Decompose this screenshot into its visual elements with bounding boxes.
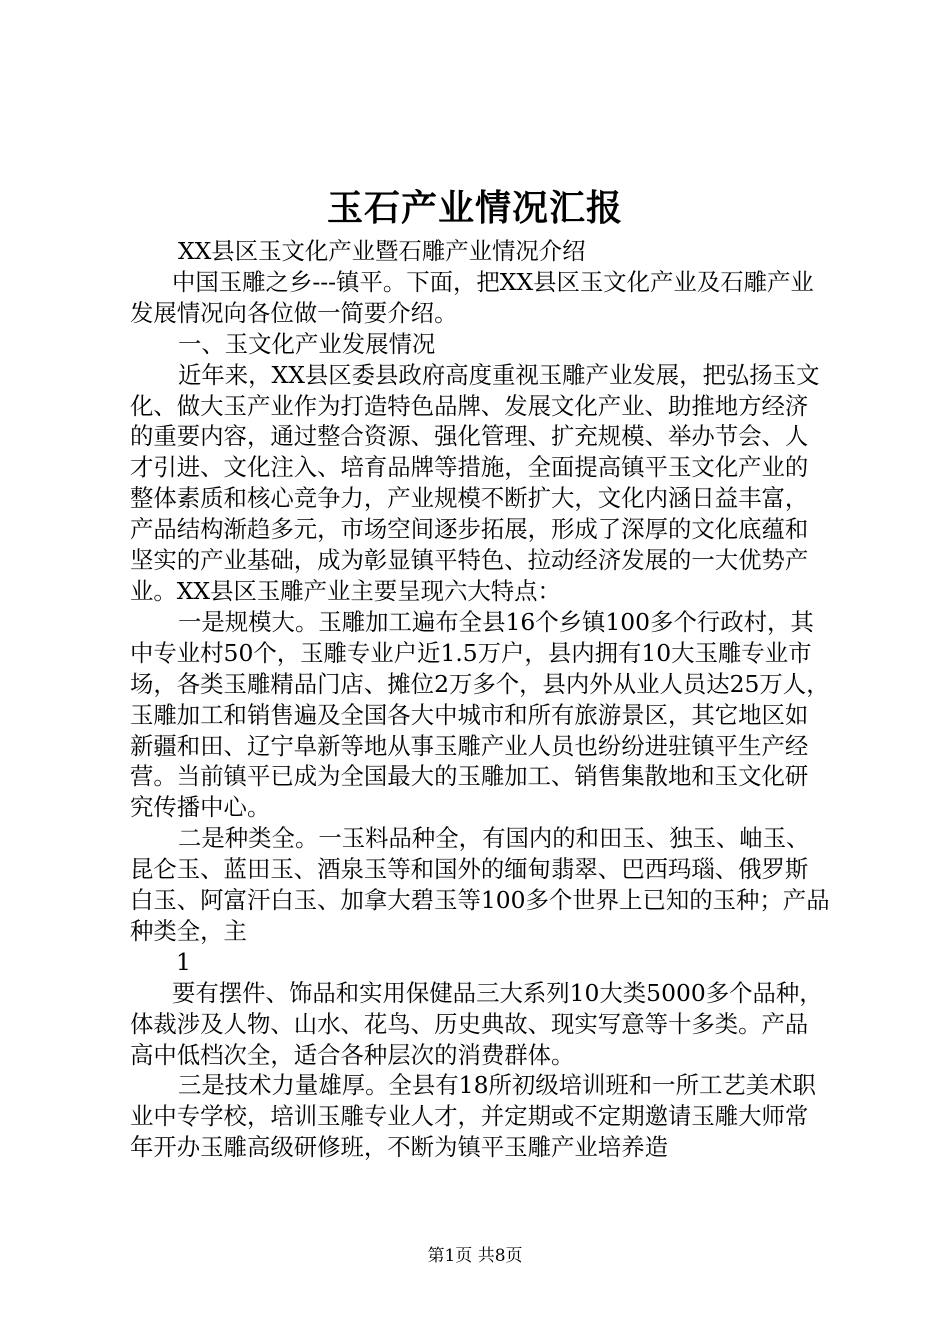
document-body (130, 236, 830, 1163)
subtitle-paragraph: XX县区玉文化产业暨石雕产业情况介绍 (178, 237, 586, 265)
page-footer: 第1页 共8页 (427, 1246, 523, 1266)
overview-paragraph: 近年来，XX县区委县政府高度重视玉雕产业发展，把弘扬玉文化、做大玉产业作为打造特色品牌、发展文化产业、助推地方经济的重要内容，通过整合资源、强化管理、扩充规模、举办节会、人才引进、文化注入、培育品牌等措施，全面提高镇平玉文化产业的整体素质和核心竞争力，产业规模不断扩大，文化内涵日益丰富，产品结构渐趋多元，市场空间逐步拓展，形成了深厚的文化底蕴和坚实的产业基础，成为彰显镇平特色、拉动经济发展的一大优势产业。XX县区玉雕产业主要呈现六大特点： (130, 360, 820, 605)
intro-paragraph: 中国玉雕之乡---镇平。下面，把XX县区玉文化产业及石雕产业发展情况向各位做一简要介绍。 (130, 267, 814, 327)
variety-paragraph: 二是种类全。一玉料品种全，有国内的和田玉、独玉、岫玉、昆仑玉、蓝田玉、酒泉玉等和国外的缅甸翡翠、巴西玛瑙、俄罗斯白玉、阿富汗白玉、加拿大碧玉等100多个世界上已知的玉种；产品种类全，主 (130, 824, 830, 945)
section-heading: 一、玉文化产业发展情况 (178, 329, 436, 358)
inline-page-number: 1 (176, 947, 191, 976)
scale-paragraph: 一是规模大。玉雕加工遍布全县16个乡镇100多个行政村，其中专业村50个，玉雕专业户近1.5万户，县内拥有10大玉雕专业市场，各类玉雕精品门店、摊位2万多个，县内外从业人员达25万人，玉雕加工和销售遍及全国各大中城市和所有旅游景区，其它地区如新疆和田、辽宁阜新等地从事玉雕产业人员也纷纷进驻镇平生产经营。当前镇平已成为全国最大的玉雕加工、销售集散地和玉文化研究传播中心。 (130, 607, 830, 822)
technique-paragraph: 三是技术力量雄厚。全县有18所初级培训班和一所工艺美术职业中专学校，培训玉雕专业人才，并定期或不定期邀请玉雕大师常年开办玉雕高级研修班，不断为镇平玉雕产业培养造 (130, 1071, 816, 1162)
document-title: 玉石产业情况汇报 (326, 187, 623, 229)
variety-continued-paragraph: 要有摆件、饰品和实用保健品三大系列10大类5000多个品种，体裁涉及人物、山水、花鸟、历史典故、现实写意等十多类。产品高中低档次全，适合各种层次的消费群体。 (130, 978, 823, 1069)
